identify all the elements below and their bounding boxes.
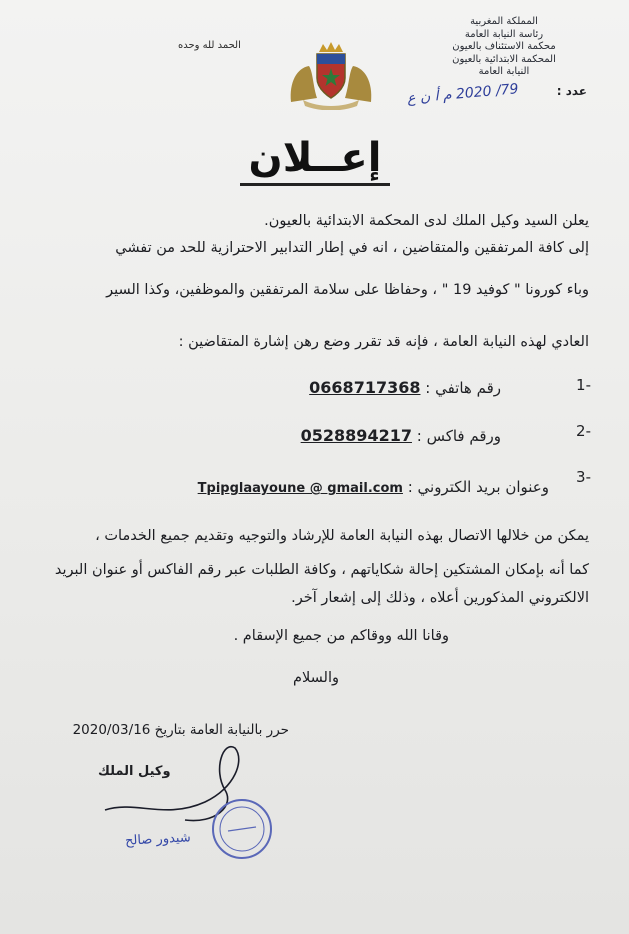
header-line-first-instance-court: المحكمة الابتدائية بالعيون <box>452 53 556 65</box>
signatory-name: شيدور صالح <box>124 830 192 849</box>
closing-line-3: الالكتروني المذكورين أعلاه ، وذلك إلى إشعار آخر. <box>291 590 589 606</box>
paragraph-line-1: إلى كافة المرتفقين والمتقاضين ، انه في إطار التدابير الاحترازية للحد من تفشي <box>115 240 589 256</box>
contact-item-email <box>198 478 549 496</box>
closing-line-1: يمكن من خلالها الاتصال بهذه النيابة العامة للإرشاد والتوجيه وتقديم جميع الخدمات ، <box>95 528 589 544</box>
official-stamp-icon <box>210 797 274 861</box>
paragraph-line-3: العادي لهذه النيابة العامة ، فإنه قد تقرر وضع رهن إشارة المتقاضين : <box>178 334 589 350</box>
item-number-2: -2 <box>576 422 591 440</box>
reference-number-handwritten: 79/ 2020 م أ ن ع <box>406 81 520 107</box>
intro-line: يعلن السيد وكيل الملك لدى المحكمة الابتدائية بالعيون. <box>264 213 589 229</box>
fax-label: ورقم فاكس : <box>416 427 501 445</box>
email-label: وعنوان بريد الكتروني : <box>407 478 549 496</box>
paragraph-line-2: وباء كورونا " كوفيد 19 " ، وحفاظا على سلامة المرتفقين والموظفين، وكذا السير <box>106 282 589 298</box>
item-number-3: -3 <box>576 468 591 486</box>
closing-line-4: وقانا الله ووقاكم من جميع الإسقام . <box>233 628 449 644</box>
title-underline <box>240 183 390 186</box>
fax-number: 0528894217 <box>300 426 412 445</box>
closing-line-2: كما أنه بإمكان المشتكين إحالة شكاياتهم ، وكافة الطلبات عبر رقم الفاكس أو عنوان البريد <box>54 562 589 578</box>
header-line-presidency: رئاسة النيابة العامة <box>464 28 544 40</box>
header-line-public-prosecution: النيابة العامة <box>478 66 530 77</box>
header-line-kingdom: المملكة المغربية <box>470 16 538 27</box>
phone-label: رقم هاتفي : <box>425 379 501 397</box>
item-number-1: -1 <box>576 376 591 394</box>
document-title: إعــلان <box>248 135 382 181</box>
institution-header <box>419 16 589 79</box>
email-address: Tpipglaayoune @ gmail.com <box>197 481 403 496</box>
royal-coat-of-arms-icon <box>283 42 379 110</box>
header-line-appeal-court: محكمة الاستئناف بالعيون <box>452 41 556 52</box>
salutation: والسلام <box>292 670 339 686</box>
contact-item-fax <box>301 426 501 445</box>
signatory-title: وكيل الملك <box>98 764 171 779</box>
reference-label: عدد : <box>556 84 587 98</box>
date-line: حرر بالنيابة العامة بتاريخ 2020/03/16 <box>72 722 289 738</box>
phone-number: 0668717368 <box>309 378 421 397</box>
invocation-text: الحمد لله وحده <box>178 40 241 51</box>
contact-item-phone <box>309 378 501 397</box>
